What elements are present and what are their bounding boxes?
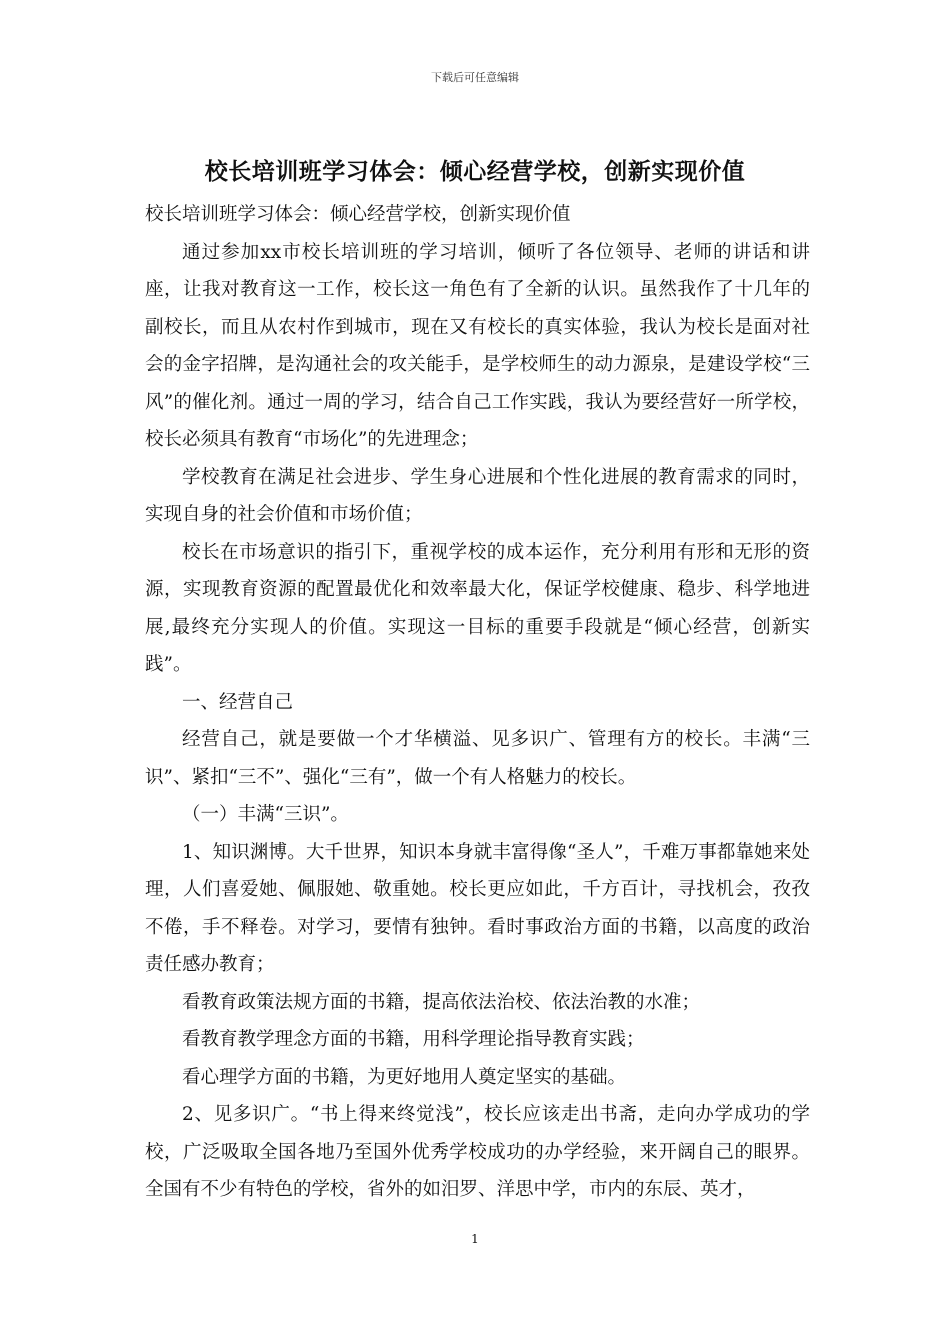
paragraph: 1、知识渊博。大千世界，知识本身就丰富得像“圣人”，千难万事都靠她来处理，人们喜爱她、佩服她、敬重她。校长更应如此，千方百计，寻找机会，孜孜不倦，手不释卷。对学习，要情有独钟。看时事政治方面的书籍，以高度的政治责任感办教育； — [145, 841, 810, 975]
paragraph: 校长在市场意识的指引下，重视学校的成本运作，充分利用有形和无形的资源，实现教育资源的配置最优化和效率最大化，保证学校健康、稳步、科学地进展,最终充分实现人的价值。实现这一目标的重要手段就是“倾心经营，创新实践”。 — [145, 541, 810, 675]
paragraph: 看心理学方面的书籍，为更好地用人奠定坚实的基础。 — [182, 1066, 627, 1088]
paragraph: 看教育教学理念方面的书籍，用科学理论指导教育实践； — [182, 1029, 645, 1050]
document-title: 校长培训班学习体会：倾心经营学校，创新实现价值 — [204, 158, 746, 185]
section-heading: 一、经营自己 — [182, 691, 294, 713]
paragraph: 2、见多识广。“书上得来终觉浅”，校长应该走出书斋，走向办学成功的学校，广泛吸取全国各地乃至国外优秀学校成功的办学经验，来开阔自己的眼界。全国有不少有特色的学校，省外的如汨罗、洋思中学，市内的东辰、英才， — [145, 1104, 810, 1200]
paragraph: 学校教育在满足社会进步、学生身心进展和个性化进展的教育需求的同时，实现自身的社会价值和市场价值； — [145, 466, 810, 525]
paragraph: 经营自己，就是要做一个才华横溢、见多识广、管理有方的校长。丰满“三识”、紧扣“三不”、强化“三有”，做一个有人格魅力的校长。 — [145, 729, 810, 788]
document-body — [145, 196, 810, 1209]
page-number: 1 — [471, 1232, 479, 1246]
paragraph: 校长培训班学习体会：倾心经营学校，创新实现价值 — [145, 204, 571, 225]
paragraph: 看教育政策法规方面的书籍，提高依法治校、依法治教的水准； — [182, 991, 701, 1013]
paragraph: 通过参加xx市校长培训班的学习培训，倾听了各位领导、老师的讲话和讲座，让我对教育这一工作，校长这一角色有了全新的认识。虽然我作了十几年的副校长，而且从农村作到城市，现在又有校长的真实体验，我认为校长是面对社会的金字招牌，是沟通社会的攻关能手，是学校师生的动力源泉，是建设学校“三风”的催化剂。通过一周的学习，结合自己工作实践，我认为要经营好一所学校，校长必须具有教育“市场化”的先进理念； — [145, 241, 810, 450]
subsection-heading: （一）丰满“三识”。 — [182, 804, 349, 825]
header-note: 下载后可任意编辑 — [431, 71, 519, 84]
